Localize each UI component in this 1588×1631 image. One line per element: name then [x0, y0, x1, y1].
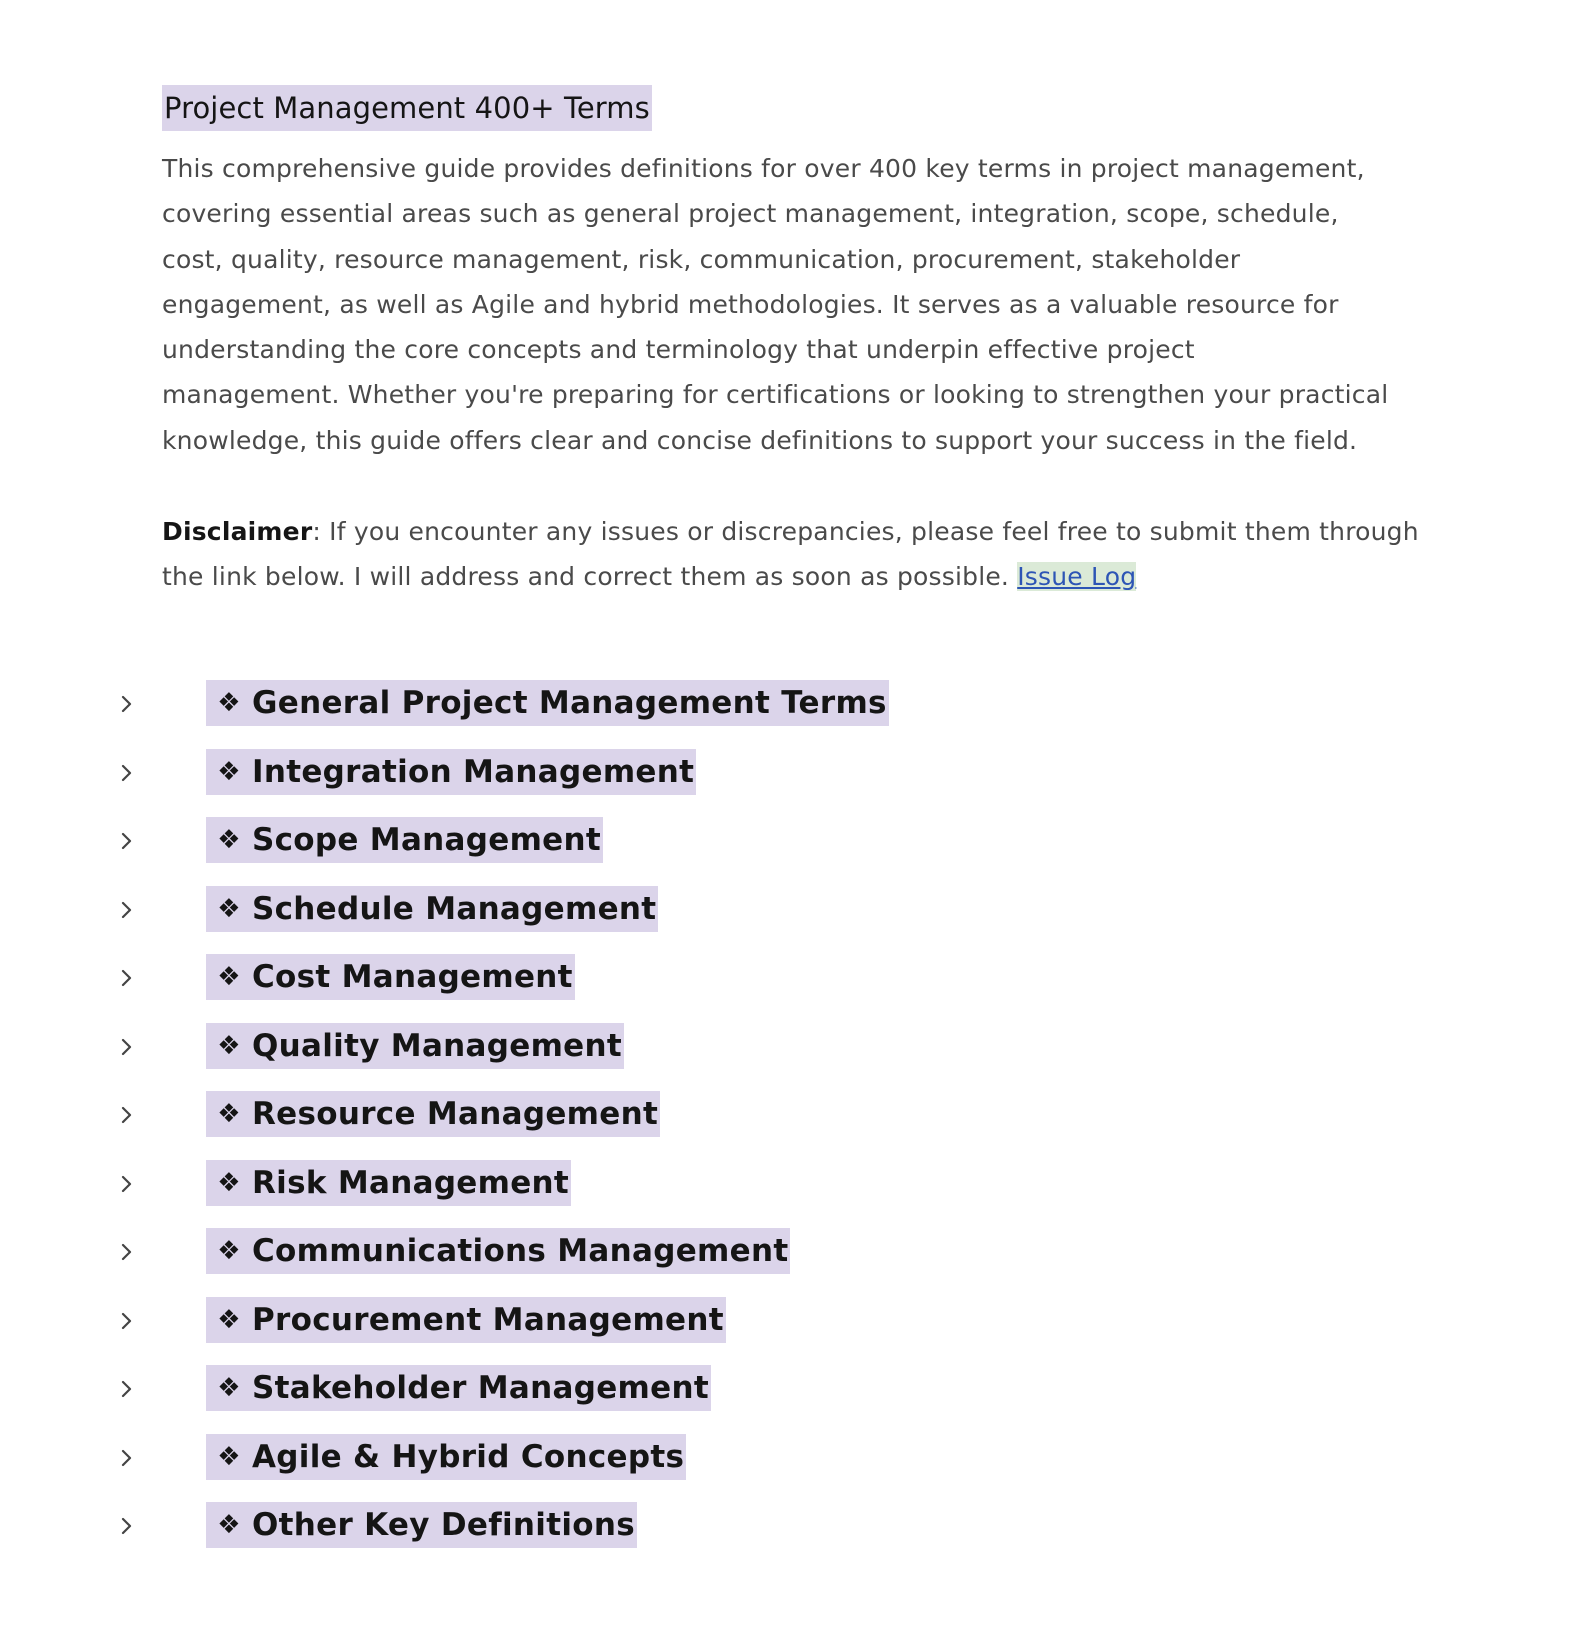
- disclaimer-text: : If you encounter any issues or discrepancies, please feel free to submit them through: [312, 517, 1419, 546]
- chevron-right-icon[interactable]: [117, 1091, 137, 1137]
- document-title: Project Management 400+ Terms: [162, 85, 652, 131]
- section-label: Scope Management: [252, 822, 601, 858]
- intro-line: covering essential areas such as general project management, integration, scope, schedule,: [162, 199, 1339, 229]
- section-row-communications: [0, 1228, 1588, 1297]
- section-row-integration: [0, 749, 1588, 818]
- intro-line: knowledge, this guide offers clear and concise definitions to support your success in the field.: [162, 425, 1358, 455]
- section-heading-integration[interactable]: [206, 749, 696, 795]
- disclaimer-text: the link below. I will address and correct them as soon as possible.: [162, 562, 1018, 592]
- section-row-quality: [0, 1023, 1588, 1092]
- diamond-bullet-icon: ❖: [217, 825, 241, 855]
- chevron-right-icon[interactable]: [117, 1228, 137, 1274]
- section-row-general: [0, 680, 1588, 749]
- chevron-right-icon[interactable]: [117, 749, 137, 795]
- section-heading-stakeholder[interactable]: [206, 1365, 711, 1411]
- section-label: Cost Management: [252, 959, 573, 995]
- section-label: Schedule Management: [252, 890, 657, 927]
- section-heading-other[interactable]: [206, 1502, 637, 1548]
- intro-line: management. Whether you're preparing for certifications or looking to strengthen your practical: [162, 380, 1389, 410]
- diamond-bullet-icon: ❖: [217, 1167, 241, 1198]
- chevron-right-icon[interactable]: [117, 1365, 137, 1411]
- section-label: Other Key Definitions: [252, 1507, 635, 1543]
- section-heading-schedule[interactable]: [206, 886, 658, 932]
- section-label: Quality Management: [252, 1027, 622, 1064]
- section-heading-scope[interactable]: [206, 817, 603, 863]
- intro-paragraph: [162, 146, 1462, 463]
- diamond-bullet-icon: ❖: [217, 1030, 241, 1061]
- intro-line: engagement, as well as Agile and hybrid methodologies. It serves as a valuable resource for: [162, 289, 1339, 319]
- diamond-bullet-icon: ❖: [217, 1373, 241, 1403]
- section-label: General Project Management Terms: [252, 685, 887, 721]
- issue-log-link[interactable]: Issue Log: [1017, 562, 1137, 592]
- disclaimer-line: [162, 509, 1462, 554]
- chevron-right-icon[interactable]: [117, 886, 137, 932]
- section-row-other: [0, 1502, 1588, 1571]
- diamond-bullet-icon: ❖: [217, 756, 241, 787]
- diamond-bullet-icon: ❖: [217, 893, 241, 924]
- section-row-stakeholder: [0, 1365, 1588, 1434]
- chevron-right-icon[interactable]: [117, 1502, 137, 1548]
- section-label: Communications Management: [252, 1233, 789, 1269]
- section-label: Agile & Hybrid Concepts: [252, 1438, 685, 1475]
- section-row-resource: [0, 1091, 1588, 1160]
- section-row-schedule: [0, 886, 1588, 955]
- section-heading-cost[interactable]: [206, 954, 575, 1000]
- section-label: Resource Management: [252, 1096, 659, 1132]
- section-row-agile: [0, 1434, 1588, 1503]
- chevron-right-icon[interactable]: [117, 680, 137, 726]
- diamond-bullet-icon: ❖: [217, 688, 241, 718]
- diamond-bullet-icon: ❖: [217, 1510, 241, 1540]
- intro-line: cost, quality, resource management, risk, communication, procurement, stakeholder: [162, 244, 1241, 274]
- chevron-right-icon[interactable]: [117, 1297, 137, 1343]
- section-heading-agile[interactable]: [206, 1434, 686, 1480]
- chevron-right-icon[interactable]: [117, 817, 137, 863]
- section-heading-procurement[interactable]: [206, 1297, 726, 1343]
- diamond-bullet-icon: ❖: [217, 962, 241, 992]
- section-heading-quality[interactable]: [206, 1023, 624, 1069]
- section-label: Risk Management: [252, 1164, 570, 1201]
- chevron-right-icon[interactable]: [117, 1023, 137, 1069]
- diamond-bullet-icon: ❖: [217, 1304, 241, 1335]
- intro-line: understanding the core concepts and terminology that underpin effective project: [162, 335, 1195, 365]
- section-row-scope: [0, 817, 1588, 886]
- section-row-procurement: [0, 1297, 1588, 1366]
- section-label: Stakeholder Management: [252, 1370, 709, 1406]
- intro-line: This comprehensive guide provides definitions for over 400 key terms in project management,: [162, 154, 1365, 183]
- section-heading-resource[interactable]: [206, 1091, 660, 1137]
- disclaimer-paragraph: [162, 509, 1462, 600]
- disclaimer-line: [162, 554, 1462, 599]
- diamond-bullet-icon: ❖: [217, 1236, 241, 1266]
- diamond-bullet-icon: ❖: [217, 1099, 241, 1129]
- section-heading-risk[interactable]: [206, 1160, 571, 1206]
- section-list: [0, 680, 1588, 1571]
- section-label: Procurement Management: [252, 1301, 724, 1338]
- diamond-bullet-icon: ❖: [217, 1441, 241, 1472]
- section-label: Integration Management: [252, 753, 695, 790]
- chevron-right-icon[interactable]: [117, 1434, 137, 1480]
- section-heading-general[interactable]: [206, 680, 889, 726]
- chevron-right-icon[interactable]: [117, 954, 137, 1000]
- section-row-cost: [0, 954, 1588, 1023]
- disclaimer-label: Disclaimer: [162, 517, 313, 546]
- section-heading-communications[interactable]: [206, 1228, 790, 1274]
- chevron-right-icon[interactable]: [117, 1160, 137, 1206]
- section-row-risk: [0, 1160, 1588, 1229]
